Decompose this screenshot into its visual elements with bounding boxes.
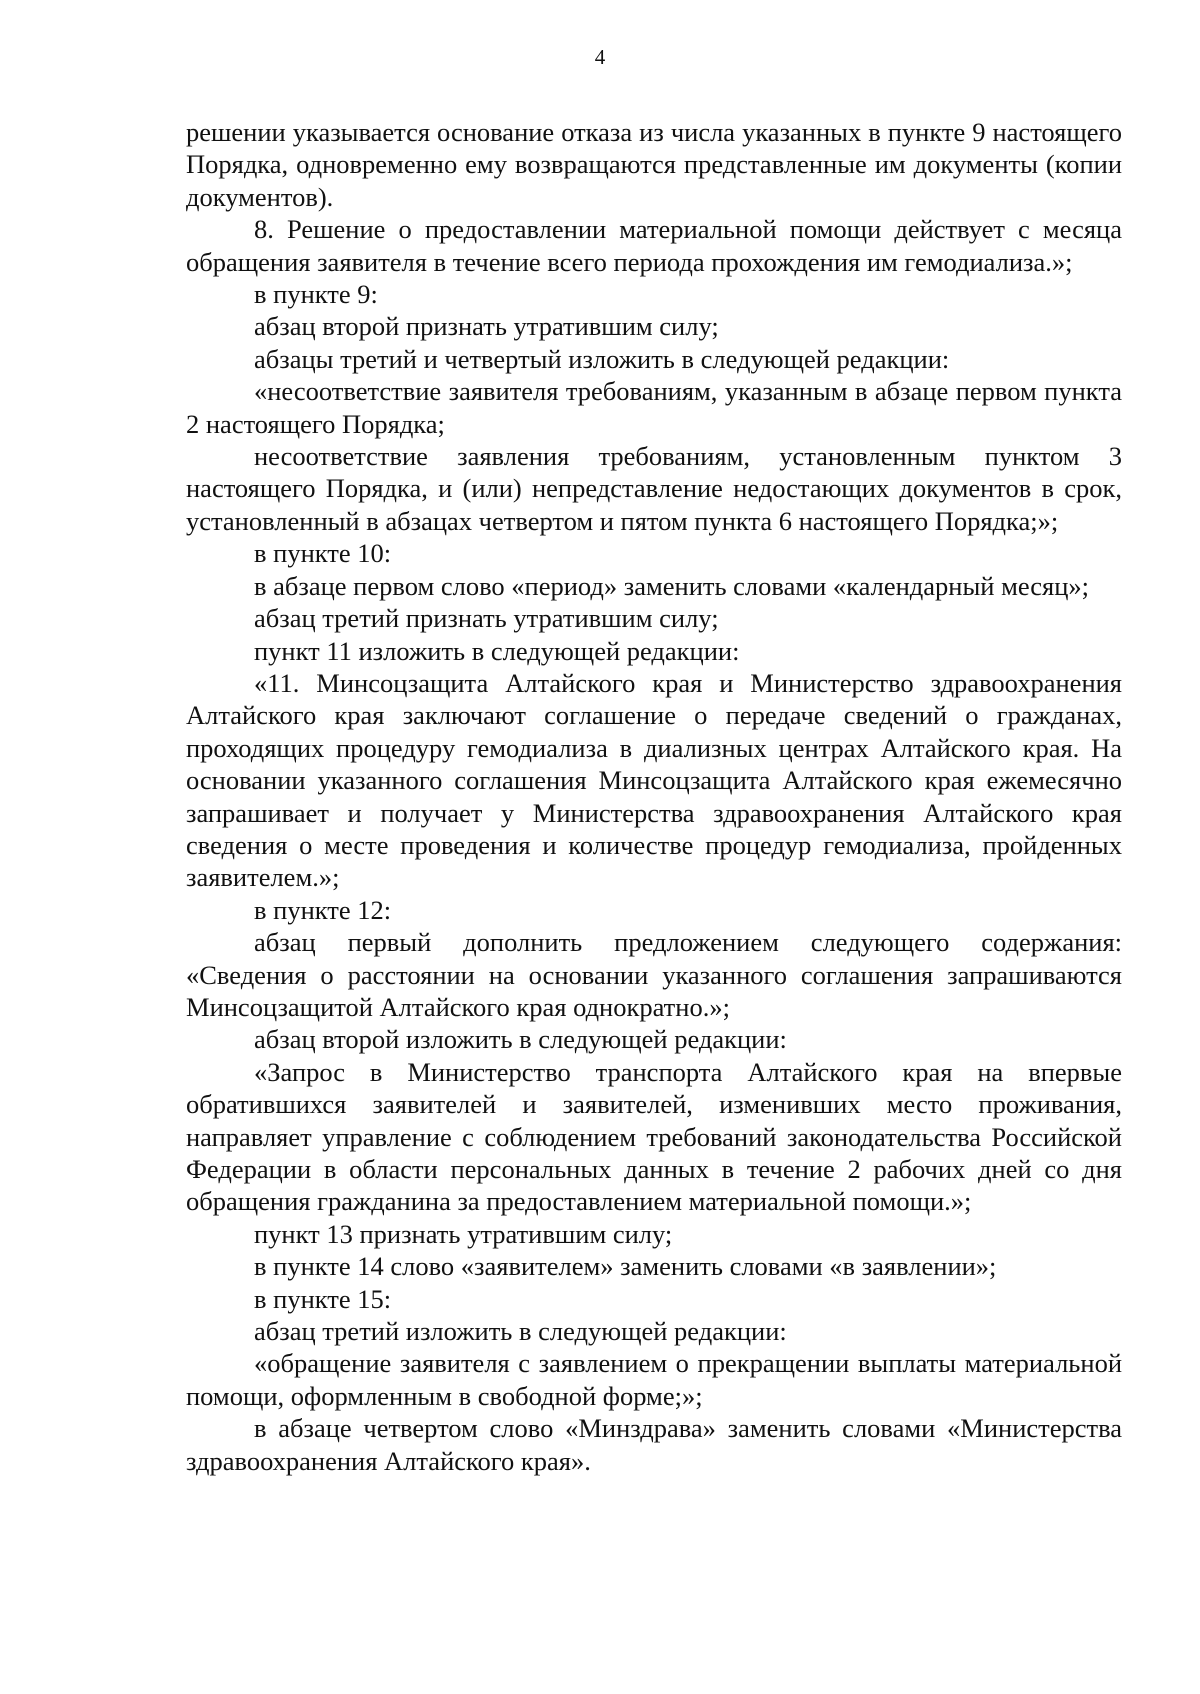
paragraph: абзац третий изложить в следующей редакции: bbox=[254, 1316, 787, 1347]
paragraph: в пункте 15: bbox=[254, 1283, 392, 1314]
paragraph: в абзаце четвертом слово «Минздрава» заменить словами «Министерства здравоохранения Алтайского края». bbox=[186, 1413, 1122, 1476]
paragraph: несоответствие заявления требованиям, установленным пунктом 3 настоящего Порядка, и (или) непредставление недостающих документов в срок, установленный в абзацах четвертом и пятом пункта 6 настоящего Порядка;»; bbox=[186, 441, 1122, 536]
paragraph: пункт 11 изложить в следующей редакции: bbox=[254, 635, 740, 666]
paragraph: абзац второй изложить в следующей редакции: bbox=[254, 1024, 787, 1055]
paragraph: «Запрос в Министерство транспорта Алтайского края на впервые обратившихся заявителей и заявителей, изменивших место проживания, направляет управление с соблюдением требований законодательства Российской Федерации в области персональных данных в течение 2 рабочих дней со дня обращения гражданина за предоставлением материальной помощи.»; bbox=[186, 1056, 1122, 1217]
paragraph: абзацы третий и четвертый изложить в следующей редакции: bbox=[254, 343, 950, 374]
paragraph: «обращение заявителя с заявлением о прекращении выплаты материальной помощи, оформленным в свободной форме;»; bbox=[186, 1348, 1122, 1411]
paragraph: в абзаце первом слово «период» заменить словами «календарный месяц»; bbox=[254, 570, 1090, 601]
paragraph: в пункте 9: bbox=[254, 279, 378, 310]
paragraph: абзац первый дополнить предложением следующего содержания: «Сведения о расстоянии на основании указанного соглашения запрашиваются Минсоцзащитой Алтайского края однократно.»; bbox=[186, 927, 1122, 1022]
document-body bbox=[186, 116, 1122, 1477]
paragraph: абзац второй признать утратившим силу; bbox=[254, 311, 719, 342]
paragraph: абзац третий признать утратившим силу; bbox=[254, 603, 719, 634]
page-number: 4 bbox=[594, 45, 606, 69]
paragraph: пункт 13 признать утратившим силу; bbox=[254, 1218, 673, 1249]
paragraph: «11. Минсоцзащита Алтайского края и Министерство здравоохранения Алтайского края заключают соглашение о передаче сведений о гражданах, проходящих процедуру гемодиализа в диализных центрах Алтайского края. На основании указанного соглашения Минсоцзащита Алтайского края ежемесячно запрашивает и получает у Министерства здравоохранения Алтайского края сведения о месте проведения и количестве процедур гемодиализа, пройденных заявителем.»; bbox=[186, 667, 1122, 893]
paragraph: в пункте 10: bbox=[254, 538, 392, 569]
paragraph: в пункте 12: bbox=[254, 894, 392, 925]
paragraph: в пункте 14 слово «заявителем» заменить словами «в заявлении»; bbox=[254, 1251, 997, 1282]
paragraph: 8. Решение о предоставлении материальной помощи действует с месяца обращения заявителя в течение всего периода прохождения им гемодиализа.»; bbox=[186, 214, 1122, 277]
paragraph: решении указывается основание отказа из числа указанных в пункте 9 настоящего Порядка, одновременно ему возвращаются представленные им документы (копии документов). bbox=[186, 117, 1122, 212]
paragraph: «несоответствие заявителя требованиям, указанным в абзаце первом пункта 2 настоящего Порядка; bbox=[186, 376, 1122, 439]
